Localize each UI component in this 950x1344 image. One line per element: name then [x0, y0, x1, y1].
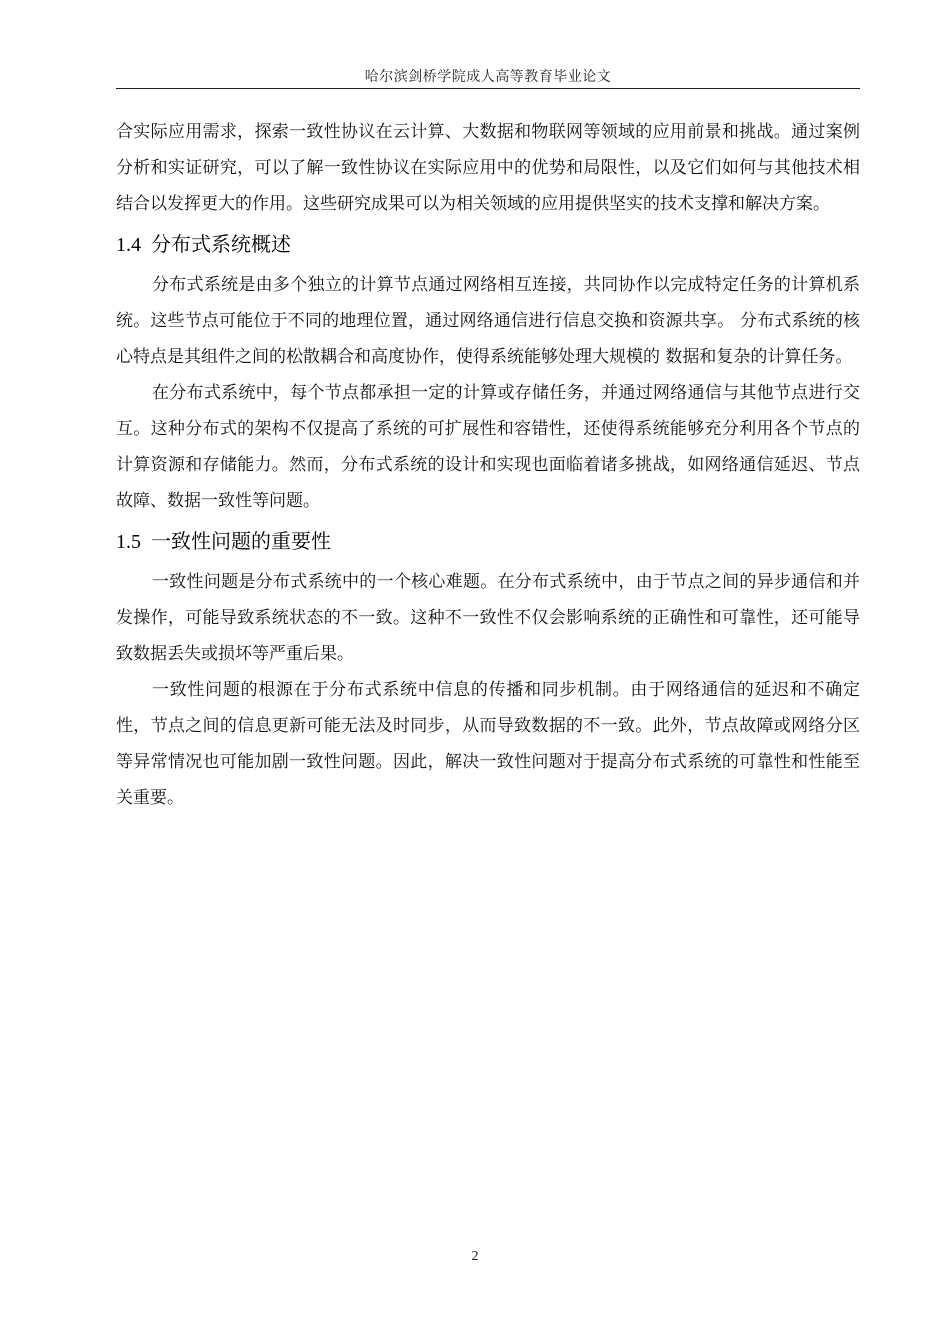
intro-paragraph: 合实际应用需求，探索一致性协议在云计算、大数据和物联网等领域的应用前景和挑战。通过案例分析和实证研究，可以了解一致性协议在实际应用中的优势和局限性，以及它们如何与其他技术相结合以发挥更大的作用。这些研究成果可以为相关领域的应用提供坚实的技术支撑和解决方案。 — [116, 122, 860, 214]
section-number: 1.5 — [116, 531, 141, 553]
section-heading-1-4 — [116, 226, 860, 263]
section-number: 1.4 — [116, 234, 141, 256]
section-heading-1-5 — [116, 523, 860, 560]
paragraph: 一致性问题的根源在于分布式系统中信息的传播和同步机制。由于网络通信的延迟和不确定性，节点之间的信息更新可能无法及时同步，从而导致数据的不一致。此外，节点故障或网络分区等异常情况也可能加剧一致性问题。因此，解决一致性问题对于提高分布式系统的可靠性和性能至关重要。 — [116, 680, 860, 808]
section-title: 分布式系统概述 — [151, 232, 291, 256]
paragraph: 在分布式系统中，每个节点都承担一定的计算或存储任务，并通过网络通信与其他节点进行交互。这种分布式的架构不仅提高了系统的可扩展性和容错性，还使得系统能够充分利用各个节点的计算资源和存储能力。然而，分布式系统的设计和实现也面临着诸多挑战，如网络通信延迟、节点故障、数据一致性等问题。 — [116, 383, 860, 511]
page-header-title: 哈尔滨剑桥学院成人高等教育毕业论文 — [364, 69, 612, 85]
document-body — [116, 114, 860, 816]
section-title: 一致性问题的重要性 — [151, 529, 331, 553]
page-number: 2 — [471, 1249, 479, 1264]
header-divider — [116, 88, 860, 89]
paragraph: 分布式系统是由多个独立的计算节点通过网络相互连接，共同协作以完成特定任务的计算机系统。这些节点可能位于不同的地理位置，通过网络通信进行信息交换和资源共享。 分布式系统的核心特点是其组件之间的松散耦合和高度协作，使得系统能够处理大规模的 数据和复杂的计算任务。 — [116, 275, 860, 367]
paragraph: 一致性问题是分布式系统中的一个核心难题。在分布式系统中，由于节点之间的异步通信和并发操作，可能导致系统状态的不一致。这种不一致性不仅会影响系统的正确性和可靠性，还可能导致数据丢失或损坏等严重后果。 — [116, 572, 860, 664]
